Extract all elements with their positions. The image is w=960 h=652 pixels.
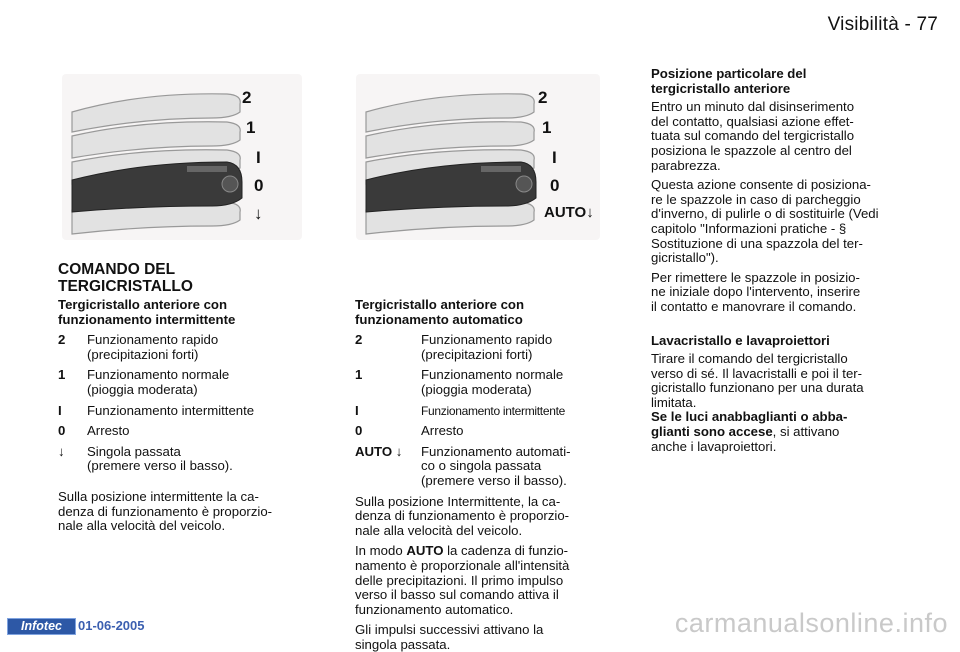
page-header: Visibilità - 77 [827,14,938,35]
footer-date: 01-06-2005 [78,618,145,633]
position-label-auto: AUTO↓ [544,204,594,221]
list-item: AUTO ↓ Funzionamento automati- co o singola passata (premere verso il basso). [355,443,571,488]
list-item: 1 Funzionamento normale (pioggia moderata) [58,367,230,397]
position-label-2: 2 [538,88,548,107]
column-automatic [355,298,605,652]
position-label-intermittent: I [256,148,261,167]
section-title: COMANDO DEL TERGICRISTALLO [58,261,193,295]
position-label-1: 1 [246,118,256,137]
paragraph-washer: Tirare il comando del tergicristallo verso di sé. Il lavacristalli e poi il ter- gicristallo funzionano per una durata limitata. [651,351,864,410]
paragraph-parking-use: Questa azione consente di posiziona- re le spazzole in caso di parcheggio d'inverno, di pulirle o di sostituirle (Vedi capitolo "Informazioni pratiche - § Sostituzione di una spazzola del ter- gicristallo"). [651,177,879,266]
subtitle-particular-position: Posizione particolare del tergicristallo anteriore [651,66,807,96]
wiper-stalk-figure-intermittent [62,74,302,240]
position-list [355,333,605,488]
paragraph-headlamp-washers: Se le luci anabbaglianti o abba- glianti sono accese, si attivano anche i lavaproiettori. [651,409,848,454]
wiper-stalk-figure-automatic [356,74,600,240]
list-item: 2 Funzionamento rapido (precipitazioni forti) [355,332,553,362]
position-label-0: 0 [254,176,264,195]
column-intermittent [58,298,306,534]
list-item: I Funzionamento intermittente [355,402,565,418]
list-item: 0 Arresto [58,423,130,439]
list-item: I Funzionamento intermittente [58,402,255,418]
subtitle-intermittent: Tergicristallo anteriore con funzionamento intermittente [58,297,236,327]
paragraph-auto-mode: In modo AUTO la cadenza di funzio- namento è proporzionale all'intensità delle precipitazioni. Il primo impulso verso il basso sul comando attiva il funzionamento automatico. [355,543,570,617]
column-particular-position [651,67,907,454]
paragraph-reset-position: Per rimettere le spazzole in posizio- ne iniziale dopo l'intervento, inserire il contatto e manovrare il comando. [651,269,861,314]
list-item: 2 Funzionamento rapido (precipitazioni forti) [58,332,219,362]
wiper-stalk-illustration [62,74,302,240]
position-label-1: 1 [542,118,552,137]
position-list [58,333,306,474]
paragraph-intermittent-cadence: Sulla posizione Intermittente, la ca- denza di funzionamento è proporzio- nale alla velocità del veicolo. [355,493,570,538]
list-item: 1 Funzionamento normale (pioggia moderata) [355,367,564,397]
position-label-0: 0 [550,176,560,195]
down-arrow-icon: ↓ [254,204,263,223]
list-item: ↓ Singola passata (premere verso il basso). [58,443,233,474]
watermark: carmanualsonline.info [674,608,948,638]
list-item: 0 Arresto [355,423,464,439]
position-label-intermittent: I [552,148,557,167]
paragraph-successive-pulses: Gli impulsi successivi attivano la singola passata. [355,622,544,652]
paragraph-intermittent-cadence: Sulla posizione intermittente la ca- denza di funzionamento è proporzio- nale alla velocità del veicolo. [58,488,273,534]
subtitle-automatic: Tergicristallo anteriore con funzionamento automatico [355,297,525,327]
subtitle-washer: Lavacristallo e lavaproiettori [651,332,830,348]
infotec-logo: Infotec [7,618,76,635]
position-label-2: 2 [242,88,252,107]
paragraph-service-position: Entro un minuto dal disinserimento del contatto, qualsiasi azione effet- tuata sul comando del tergicristallo posiziona le spazzole al centro del parabrezza. [651,99,855,173]
